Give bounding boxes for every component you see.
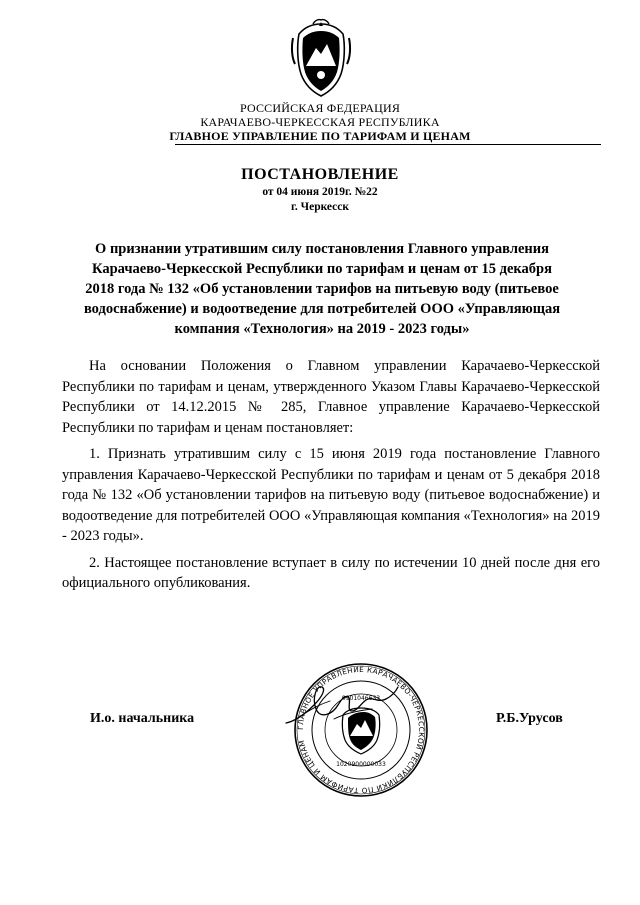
signatory-role: И.о. начальника bbox=[90, 711, 195, 726]
seal-inn: 0901046633 bbox=[341, 695, 381, 702]
seal-ogrn: 1020900000033 bbox=[336, 761, 386, 768]
body-paragraph: На основании Положения о Главном управлении Карачаево-Черкесской Республики по тарифам и ценам, утвержденного Указом Главы Карачаево-Черкесской Республики от 14.12.2015 № 285, Главное управление Карачаево-Черкесской Республики по тарифам и ценам постановляет: bbox=[62, 358, 600, 436]
document-type: ПОСТАНОВЛЕНИЕ bbox=[241, 166, 399, 183]
document-body bbox=[62, 356, 600, 600]
subject-line: Карачаево-Черкесской Республики по тарифам и ценам от 15 декабря bbox=[92, 261, 552, 277]
subject-line: водоснабжение) и водоотведение для потребителей ООО «Управляющая bbox=[83, 301, 561, 317]
subject-line: О признании утратившим силу постановления Главного управления bbox=[95, 241, 549, 257]
document-city: г. Черкесск bbox=[290, 201, 350, 213]
seal-ring-text: ГЛАВНОЕ УПРАВЛЕНИЕ КАРАЧАЕВО-ЧЕРКЕССКОЙ РЕСПУБЛИКИ ПО ТАРИФАМ И ЦЕНАМ bbox=[295, 664, 427, 796]
country-name: РОССИЙСКАЯ ФЕДЕРАЦИЯ bbox=[239, 101, 401, 115]
body-paragraph: 1. Признать утратившим силу с 15 июня 2019 года постановление Главного управления Карачаево-Черкесской Республики по тарифам и ценам от 5 декабря 2018 года № 132 «Об установлении тарифов на питьевую воду (питьевое водоснабжение) и водоотведение для потребителей ООО «Управляющая компания «Технология» на 2019 - 2023 годы». bbox=[62, 446, 600, 544]
body-paragraph: 2. Настоящее постановление вступает в силу по истечении 10 дней после дня его официального опубликования. bbox=[62, 554, 600, 591]
document-date-number: от 04 июня 2019г. №22 bbox=[262, 186, 378, 198]
agency-name: ГЛАВНОЕ УПРАВЛЕНИЕ ПО ТАРИФАМ И ЦЕНАМ bbox=[169, 129, 471, 143]
handwritten-signature bbox=[282, 675, 402, 735]
coat-of-arms-icon bbox=[289, 18, 353, 98]
region-name: КАРАЧАЕВО-ЧЕРКЕССКАЯ РЕСПУБЛИКА bbox=[200, 115, 440, 129]
subject-line: 2018 года № 132 «Об установлении тарифов на питьевую воду (питьевое bbox=[85, 281, 559, 297]
document-subject bbox=[62, 239, 582, 339]
header-divider bbox=[175, 144, 601, 145]
signatory-name: Р.Б.Урусов bbox=[496, 711, 563, 726]
subject-line: компания «Технология» на 2019 - 2023 годы» bbox=[174, 321, 470, 337]
